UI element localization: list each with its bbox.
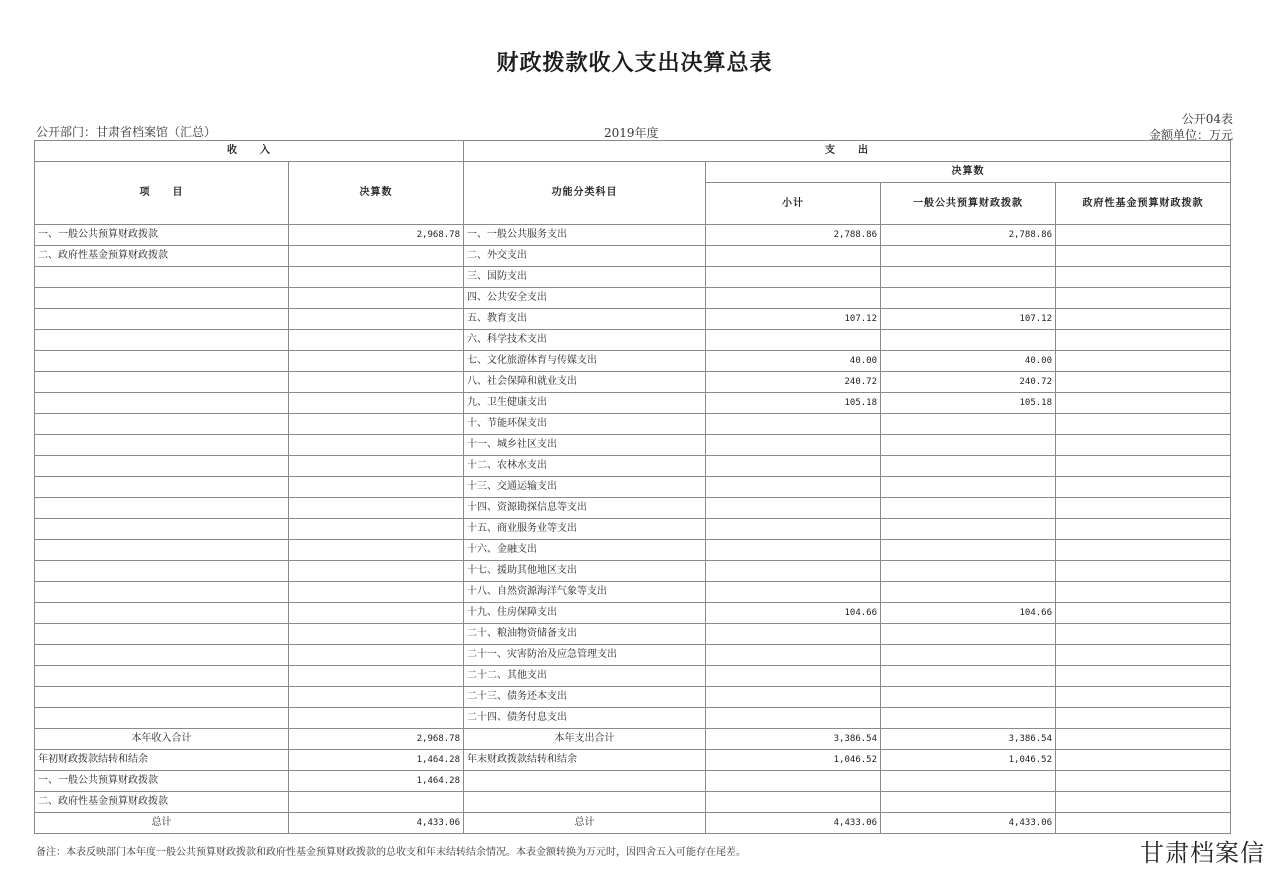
gov-fund-cell [1056,372,1231,393]
table-row [35,225,1231,246]
income-amount-cell: 4,433.06 [289,813,464,834]
table-row [35,750,1231,771]
income-item-cell: 年初财政拨款结转和结余 [35,750,289,771]
income-amount-cell [289,267,464,288]
table-row [35,561,1231,582]
expenditure-item-cell: 年末财政拨款结转和结余 [464,750,706,771]
table-row [35,435,1231,456]
subtotal-cell [706,288,881,309]
expenditure-item-cell: 二十一、灾害防治及应急管理支出 [464,645,706,666]
general-budget-cell [881,666,1056,687]
subtotal-cell [706,645,881,666]
income-amount-cell [289,372,464,393]
income-amount-cell [289,624,464,645]
general-budget-cell: 2,788.86 [881,225,1056,246]
gov-fund-cell [1056,687,1231,708]
expenditure-item-cell: 七、文化旅游体育与传媒支出 [464,351,706,372]
expenditure-item-cell: 十二、农林水支出 [464,456,706,477]
general-budget-cell [881,477,1056,498]
expenditure-item-cell: 本年支出合计 [464,729,706,750]
income-item-cell: 总计 [35,813,289,834]
final-amount-header: 决算数 [289,162,464,225]
table-row [35,603,1231,624]
expenditure-item-cell: 十六、金融支出 [464,540,706,561]
income-amount-cell [289,645,464,666]
subtotal-cell [706,519,881,540]
general-budget-cell [881,498,1056,519]
table-row [35,456,1231,477]
expenditure-item-cell: 二、外交支出 [464,246,706,267]
income-item-cell [35,561,289,582]
income-item-cell [35,456,289,477]
income-item-cell [35,414,289,435]
expenditure-item-cell: 十一、城乡社区支出 [464,435,706,456]
gov-fund-cell [1056,582,1231,603]
income-amount-cell [289,582,464,603]
income-item-cell [35,687,289,708]
expenditure-item-cell: 六、科学技术支出 [464,330,706,351]
expenditure-item-cell: 八、社会保障和就业支出 [464,372,706,393]
income-item-cell [35,498,289,519]
subtotal-cell: 2,788.86 [706,225,881,246]
subtotal-cell [706,267,881,288]
income-amount-cell [289,687,464,708]
general-budget-cell: 40.00 [881,351,1056,372]
general-budget-cell [881,540,1056,561]
gov-fund-cell [1056,498,1231,519]
expenditure-item-cell: 十三、交通运输支出 [464,477,706,498]
table-row [35,414,1231,435]
subtotal-cell [706,708,881,729]
income-amount-cell [289,330,464,351]
subtotal-cell: 3,386.54 [706,729,881,750]
budget-summary-table [34,140,1231,834]
gov-fund-cell [1056,288,1231,309]
income-item-cell [35,624,289,645]
expenditure-item-cell: 十四、资源勘探信息等支出 [464,498,706,519]
income-header: 收 入 [35,141,464,162]
subtotal-cell [706,246,881,267]
subtotal-cell: 1,046.52 [706,750,881,771]
income-item-cell [35,540,289,561]
gov-fund-cell [1056,414,1231,435]
income-amount-cell [289,666,464,687]
expenditure-item-cell [464,771,706,792]
general-budget-cell: 107.12 [881,309,1056,330]
unit-label: 金额单位：万元 [1148,128,1233,142]
gov-fund-cell [1056,729,1231,750]
gov-fund-cell [1056,750,1231,771]
general-budget-cell: 240.72 [881,372,1056,393]
table-row [35,792,1231,813]
subtotal-cell: 104.66 [706,603,881,624]
gov-fund-header: 政府性基金预算财政拨款 [1056,183,1231,225]
income-amount-cell [289,708,464,729]
gov-fund-cell [1056,813,1231,834]
gov-fund-cell [1056,435,1231,456]
general-budget-cell [881,435,1056,456]
general-budget-cell [881,456,1056,477]
subtotal-cell [706,330,881,351]
table-row [35,351,1231,372]
income-item-cell [35,519,289,540]
general-budget-cell [881,414,1056,435]
income-item-cell [35,309,289,330]
income-amount-cell: 1,464.28 [289,771,464,792]
general-budget-cell [881,330,1056,351]
general-budget-cell [881,624,1056,645]
gov-fund-cell [1056,519,1231,540]
gov-fund-cell [1056,792,1231,813]
expenditure-item-cell: 二十三、债务还本支出 [464,687,706,708]
subtotal-cell [706,771,881,792]
gov-fund-cell [1056,771,1231,792]
expenditure-item-cell: 三、国防支出 [464,267,706,288]
subtotal-cell [706,687,881,708]
table-row [35,498,1231,519]
table-row [35,813,1231,834]
general-budget-cell [881,561,1056,582]
expenditure-item-cell: 十八、自然资源海洋气象等支出 [464,582,706,603]
subtotal-cell: 107.12 [706,309,881,330]
income-amount-cell [289,309,464,330]
table-row [35,372,1231,393]
income-item-cell [35,372,289,393]
income-item-cell: 本年收入合计 [35,729,289,750]
general-budget-cell: 104.66 [881,603,1056,624]
gov-fund-cell [1056,477,1231,498]
gov-fund-cell [1056,561,1231,582]
expenditure-item-cell: 十九、住房保障支出 [464,603,706,624]
gov-fund-cell [1056,330,1231,351]
income-item-cell: 一、一般公共预算财政拨款 [35,771,289,792]
income-item-cell [35,708,289,729]
income-amount-cell: 1,464.28 [289,750,464,771]
gov-fund-cell [1056,309,1231,330]
expenditure-item-cell: 十七、援助其他地区支出 [464,561,706,582]
income-item-cell: 二、政府性基金预算财政拨款 [35,246,289,267]
expenditure-item-cell: 总计 [464,813,706,834]
general-budget-cell [881,288,1056,309]
income-item-cell [35,666,289,687]
general-budget-header: 一般公共预算财政拨款 [881,183,1056,225]
item-header: 项 目 [35,162,289,225]
table-row [35,624,1231,645]
general-budget-cell: 105.18 [881,393,1056,414]
income-amount-cell [289,498,464,519]
subtotal-cell [706,540,881,561]
subtotal-cell [706,456,881,477]
subtotal-header: 小计 [706,183,881,225]
general-budget-cell [881,267,1056,288]
table-row [35,393,1231,414]
gov-fund-cell [1056,225,1231,246]
table-row [35,666,1231,687]
gov-fund-cell [1056,540,1231,561]
general-budget-cell [881,582,1056,603]
income-amount-cell [289,792,464,813]
form-number-label: 公开04表 [1181,112,1233,126]
table-row [35,477,1231,498]
table-row [35,687,1231,708]
gov-fund-cell [1056,246,1231,267]
expenditure-item-cell: 一、一般公共服务支出 [464,225,706,246]
subtotal-cell: 240.72 [706,372,881,393]
income-item-cell [35,393,289,414]
gov-fund-cell [1056,624,1231,645]
table-row [35,309,1231,330]
gov-fund-cell [1056,267,1231,288]
gov-fund-cell [1056,645,1231,666]
table-row [35,582,1231,603]
department-label: 公开部门：甘肃省档案馆（汇总） [36,125,217,139]
general-budget-cell [881,246,1056,267]
general-budget-cell [881,708,1056,729]
table-row [35,645,1231,666]
subtotal-cell [706,435,881,456]
table-row [35,729,1231,750]
subtotal-cell [706,498,881,519]
expenditure-item-cell: 十、节能环保支出 [464,414,706,435]
income-item-cell [35,330,289,351]
income-amount-cell [289,414,464,435]
income-amount-cell [289,540,464,561]
income-amount-cell [289,246,464,267]
income-item-cell [35,267,289,288]
expenditure-item-cell: 五、教育支出 [464,309,706,330]
gov-fund-cell [1056,351,1231,372]
subtotal-cell [706,624,881,645]
general-budget-cell: 3,386.54 [881,729,1056,750]
income-amount-cell: 2,968.78 [289,225,464,246]
income-amount-cell [289,435,464,456]
table-row [35,771,1231,792]
general-budget-cell [881,519,1056,540]
income-item-cell [35,288,289,309]
expenditure-item-cell [464,792,706,813]
subtotal-cell: 4,433.06 [706,813,881,834]
gov-fund-cell [1056,393,1231,414]
income-item-cell [35,351,289,372]
income-amount-cell [289,477,464,498]
final-amount-group-header: 决算数 [706,162,1231,183]
income-amount-cell: 2,968.78 [289,729,464,750]
subtotal-cell [706,792,881,813]
general-budget-cell [881,792,1056,813]
income-amount-cell [289,288,464,309]
general-budget-cell [881,645,1056,666]
subtotal-cell: 105.18 [706,393,881,414]
expenditure-header: 支 出 [464,141,1231,162]
general-budget-cell: 1,046.52 [881,750,1056,771]
general-budget-cell [881,771,1056,792]
expenditure-item-cell: 四、公共安全支出 [464,288,706,309]
expenditure-item-cell: 二十、粮油物资储备支出 [464,624,706,645]
subtotal-cell [706,477,881,498]
watermark: 甘肃档案信 [1140,839,1265,867]
table-row [35,267,1231,288]
table-row [35,330,1231,351]
expenditure-item-cell: 二十四、债务付息支出 [464,708,706,729]
table-body [35,225,1231,834]
income-item-cell [35,435,289,456]
subtotal-cell: 40.00 [706,351,881,372]
gov-fund-cell [1056,603,1231,624]
gov-fund-cell [1056,456,1231,477]
function-class-header: 功能分类科目 [464,162,706,225]
income-item-cell: 二、政府性基金预算财政拨款 [35,792,289,813]
table-row [35,519,1231,540]
income-amount-cell [289,393,464,414]
income-amount-cell [289,561,464,582]
general-budget-cell [881,687,1056,708]
page-title: 财政拨款收入支出决算总表 [496,51,773,76]
subtotal-cell [706,582,881,603]
income-item-cell [35,603,289,624]
expenditure-item-cell: 二十二、其他支出 [464,666,706,687]
expenditure-item-cell: 十五、商业服务业等支出 [464,519,706,540]
subtotal-cell [706,561,881,582]
gov-fund-cell [1056,666,1231,687]
income-amount-cell [289,603,464,624]
gov-fund-cell [1056,708,1231,729]
subtotal-cell [706,666,881,687]
subtotal-cell [706,414,881,435]
expenditure-item-cell: 九、卫生健康支出 [464,393,706,414]
table-row [35,288,1231,309]
income-item-cell [35,645,289,666]
fiscal-year-label: 2019年度 [604,126,659,140]
income-amount-cell [289,519,464,540]
income-amount-cell [289,351,464,372]
income-item-cell [35,477,289,498]
table-row [35,246,1231,267]
table-row [35,708,1231,729]
footnote: 备注：本表反映部门本年度一般公共预算财政拨款和政府性基金预算财政拨款的总收支和年末结转结余情况。本表金额转换为万元时，因四舍五入可能存在尾差。 [36,847,746,858]
income-item-cell [35,582,289,603]
income-item-cell: 一、一般公共预算财政拨款 [35,225,289,246]
general-budget-cell: 4,433.06 [881,813,1056,834]
income-amount-cell [289,456,464,477]
table-row [35,540,1231,561]
